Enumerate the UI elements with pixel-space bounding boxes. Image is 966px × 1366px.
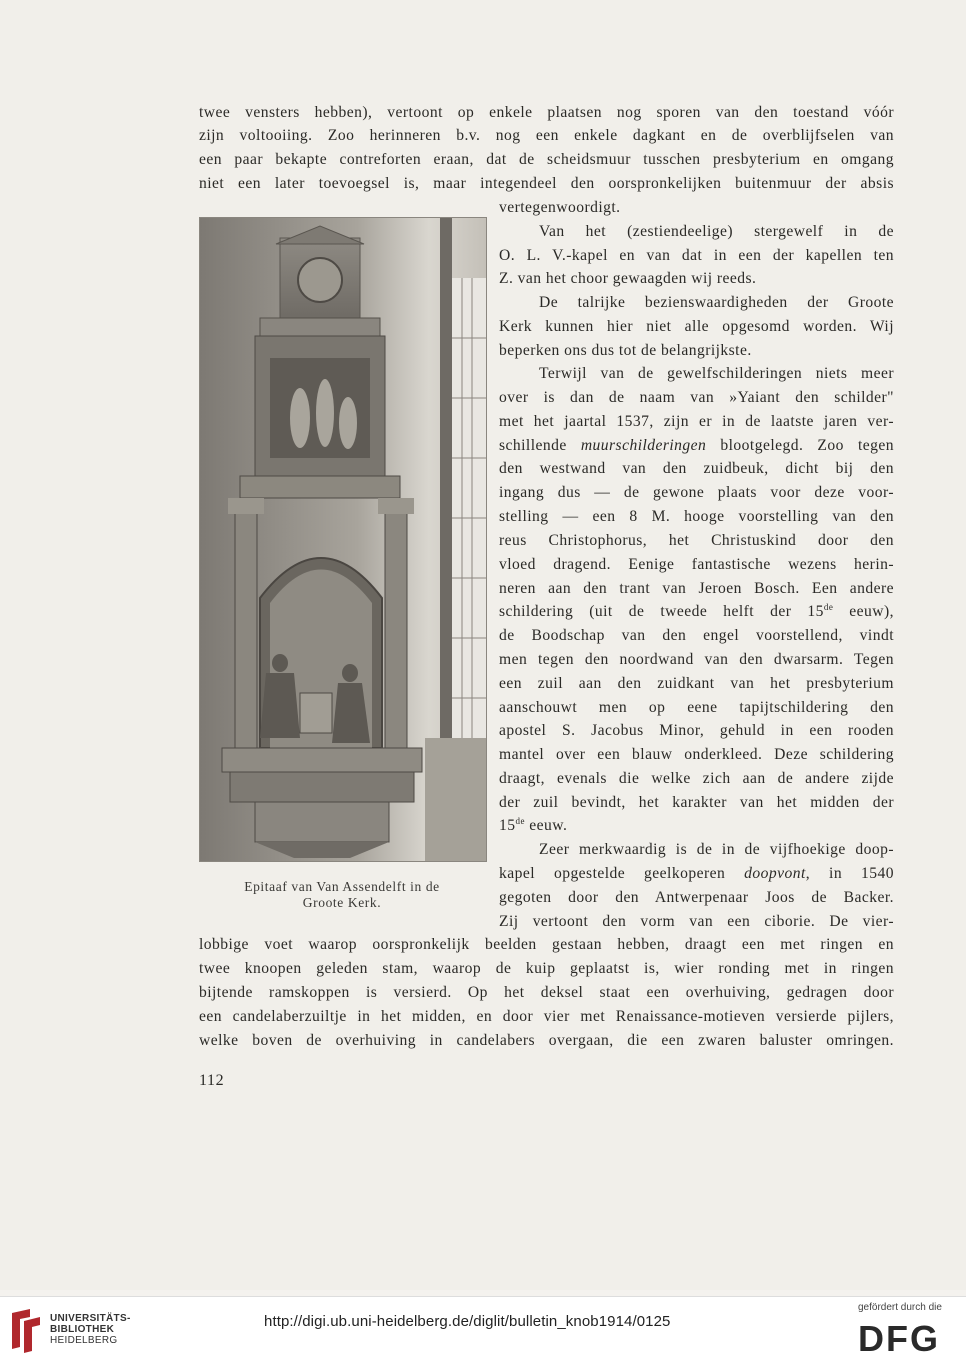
column-line: vertegenwoordigt. [499, 199, 621, 216]
figure-caption [199, 879, 485, 911]
body-line: een candelaberzuiltje in het midden, en door vier met Renaissance-motieven versierde pijlers, [199, 1008, 894, 1025]
university-library-logo-icon [8, 1307, 44, 1353]
column-line: een zuil aan den zuidkant van het presbyterium [499, 675, 894, 692]
digitization-footer [0, 1296, 966, 1366]
column-line: apostel S. Jacobus Minor, gehuld in een rooden [499, 722, 894, 739]
source-url-link[interactable]: http://digi.ub.uni-heidelberg.de/diglit/bulletin_knob1914/0125 [264, 1313, 671, 1330]
column-line: ingang dus — de gewone plaats voor deze voor- [499, 484, 894, 501]
column-line: kapel opgestelde geelkoperen doopvont, in 1540 [499, 865, 894, 882]
column-line: reus Christophorus, het Christuskind door den [499, 532, 894, 549]
column-line: Zeer merkwaardig is de in de vijfhoekige doop- [539, 841, 894, 858]
column-line: 15de eeuw. [499, 815, 568, 834]
column-line: stelling — een 8 M. hooge voorstelling van den [499, 508, 894, 525]
body-line: lobbige voet waarop oorspronkelijk beelden gestaan hebben, draagt een met ringen en [199, 936, 894, 953]
epitaph-illustration [200, 218, 486, 861]
caption-line: Groote Kerk. [302, 895, 382, 910]
column-line: Kerk kunnen hier niet alle opgesomd worden. Wij [499, 318, 894, 335]
column-line: De talrijke bezienswaardigheden der Groote [539, 294, 894, 311]
column-line: Van het (zestiendeelige) stergewelf in de [539, 223, 894, 240]
column-line: de Boodschap van den engel voorstellend, vindt [499, 627, 894, 644]
column-line: vloed dragend. Eenige fantastische wezens herin- [499, 556, 894, 573]
body-line: niet een later toevoegsel is, maar integendeel den oorspronkelijken buitenmuur der absis [199, 175, 894, 192]
column-line: mantel over een blauw onderkleed. Deze schildering [499, 746, 894, 763]
body-line: een paar bekapte contreforten eraan, dat de scheidsmuur tusschen presbyterium en omgang [199, 151, 894, 168]
column-line: O. L. V.-kapel en van dat in een der kapellen ten [499, 247, 894, 264]
body-line: bijtende ramskoppen is versierd. Op het deksel staat een overhuiving, gedragen door [199, 984, 894, 1001]
caption-line: Epitaaf van Van Assendelft in de [244, 879, 440, 894]
column-line: met het jaartal 1537, zijn er in de laatste jaren ver- [499, 413, 894, 430]
column-line: over is dan de naam van »Yaiant den schilder" [499, 389, 894, 406]
body-line: twee vensters hebben), vertoont op enkele plaatsen nog sporen van den toestand vóór [199, 104, 894, 121]
column-line: beperken ons dus tot de belangrijkste. [499, 342, 752, 359]
body-line: twee knoopen geleden stam, waarop de kuip geplaatst is, wier ronding met in ringen [199, 960, 894, 977]
column-line: neren aan den trant van Jeroen Bosch. Een andere [499, 580, 894, 597]
body-line: welke boven de overhuiving in candelabers overgaan, die een zwaren baluster omringen. [199, 1032, 894, 1049]
column-line: der zuil bevindt, het karakter van het midden der [499, 794, 894, 811]
column-line: Zij vertoont den vorm van een ciborie. De vier- [499, 913, 894, 930]
column-line: Terwijl van de gewelfschilderingen niets meer [539, 365, 894, 382]
column-line: Z. van het choor gewaagden wij reeds. [499, 270, 757, 287]
column-line: den westwand van den zuidbeuk, dicht bij den [499, 460, 894, 477]
body-line: zijn voltooiing. Zoo herinneren b.v. nog een enkele dagkant en de overblijfselen van [199, 127, 894, 144]
column-line: men tegen den noordwand van den dwarsarm. Tegen [499, 651, 894, 668]
library-name: UNIVERSITÄTS- BIBLIOTHEK HEIDELBERG [50, 1313, 131, 1346]
dfg-logo-icon [858, 1319, 954, 1355]
epitaph-photo [199, 217, 487, 862]
column-line: aanschouwt men op eene tapijtschildering den [499, 699, 894, 716]
column-line: schildering (uit de tweede helft der 15de eeuw), [499, 601, 894, 620]
column-line: gegoten door den Antwerpenaar Joos de Backer. [499, 889, 894, 906]
funded-by-label: gefördert durch die [858, 1302, 942, 1313]
column-line: schillende muurschilderingen blootgelegd. Zoo tegen [499, 437, 894, 454]
column-line: draagt, evenals die welke zich aan de andere zijde [499, 770, 894, 787]
page-number: 112 [199, 1072, 225, 1089]
dfg-logo-text: DFG [858, 1319, 940, 1355]
